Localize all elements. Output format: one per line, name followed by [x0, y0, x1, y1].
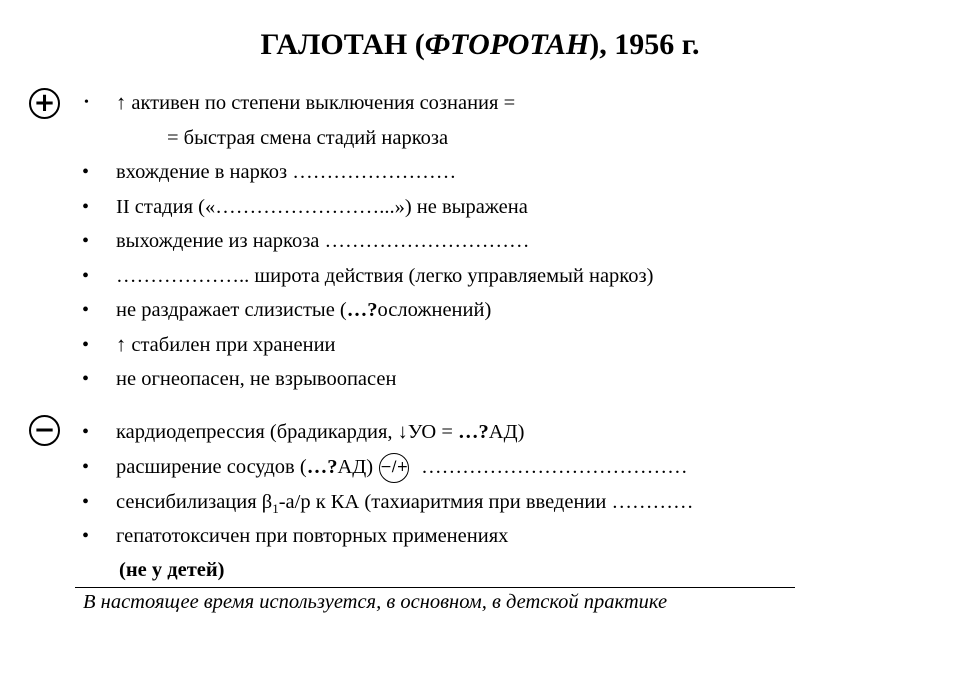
pro-item-1 — [0, 86, 960, 120]
pro-item-1-continuation — [0, 121, 960, 155]
page-title: ГАЛОТАН (ФТОРОТАН), 1956 г. — [260, 28, 700, 61]
plusminus-circle-icon: −/+ — [379, 453, 409, 483]
bullet: • — [82, 368, 90, 390]
pro-item-1-line2: = быстрая смена стадий наркоза — [167, 127, 449, 149]
pro-item-3 — [0, 190, 960, 224]
con-item-1 — [0, 415, 960, 449]
bullet: • — [84, 95, 89, 110]
bullet: • — [82, 265, 90, 287]
con-item-2-text: расширение сосудов (…?АД) −/+ ………………………………… — [116, 450, 688, 484]
minus-circle-icon: − — [29, 415, 60, 446]
bullet: • — [82, 161, 90, 183]
plus-circle-icon: + — [29, 88, 60, 119]
pro-item-5 — [0, 259, 960, 293]
con-item-3-text: сенсибилизация $\beta_1-а/р$ к КА (тахиаритмия при введении ………… — [116, 491, 694, 517]
bullet: • — [82, 525, 90, 547]
bullet: • — [82, 299, 90, 321]
bullet: • — [82, 230, 90, 252]
divider-line — [75, 587, 795, 588]
con-item-4 — [0, 519, 960, 553]
bullet: • — [82, 456, 90, 478]
con-item-3 — [0, 485, 960, 519]
pro-item-8-text: не огнеопасен, не взрывоопасен — [116, 368, 397, 390]
pro-item-3-text: II стадия («……………………...») не выражена — [116, 196, 528, 218]
note-not-children: (не у детей) — [119, 559, 225, 581]
pro-item-7 — [0, 328, 960, 362]
con-item-1-text: кардиодепрессия (брадикардия, ↓УО = …?АД) — [116, 421, 525, 443]
con-item-2 — [0, 450, 960, 484]
pro-item-1-text: ↑ активен по степени выключения сознания = — [116, 92, 516, 114]
pro-item-5-text: ……………….. широта действия (легко управляемый наркоз) — [116, 265, 654, 287]
pro-item-6-text: не раздражает слизистые (…?осложнений) — [116, 299, 492, 321]
bullet: • — [82, 491, 90, 513]
pro-item-4 — [0, 224, 960, 258]
pro-item-2-text: вхождение в наркоз …………………… — [116, 161, 457, 183]
con-item-4-note — [0, 553, 960, 587]
pro-item-6 — [0, 293, 960, 327]
pro-item-7-text: ↑ стабилен при хранении — [116, 334, 336, 356]
pro-item-8 — [0, 362, 960, 396]
bullet: • — [82, 334, 90, 356]
bullet: • — [82, 196, 90, 218]
bullet: • — [82, 421, 90, 443]
con-item-4-text: гепатотоксичен при повторных применениях — [116, 525, 509, 547]
pro-item-4-text: выхождение из наркоза ………………………… — [116, 230, 530, 252]
footer-note: В настоящее время используется, в основном, в детской практике — [83, 591, 668, 613]
pro-item-2 — [0, 155, 960, 189]
